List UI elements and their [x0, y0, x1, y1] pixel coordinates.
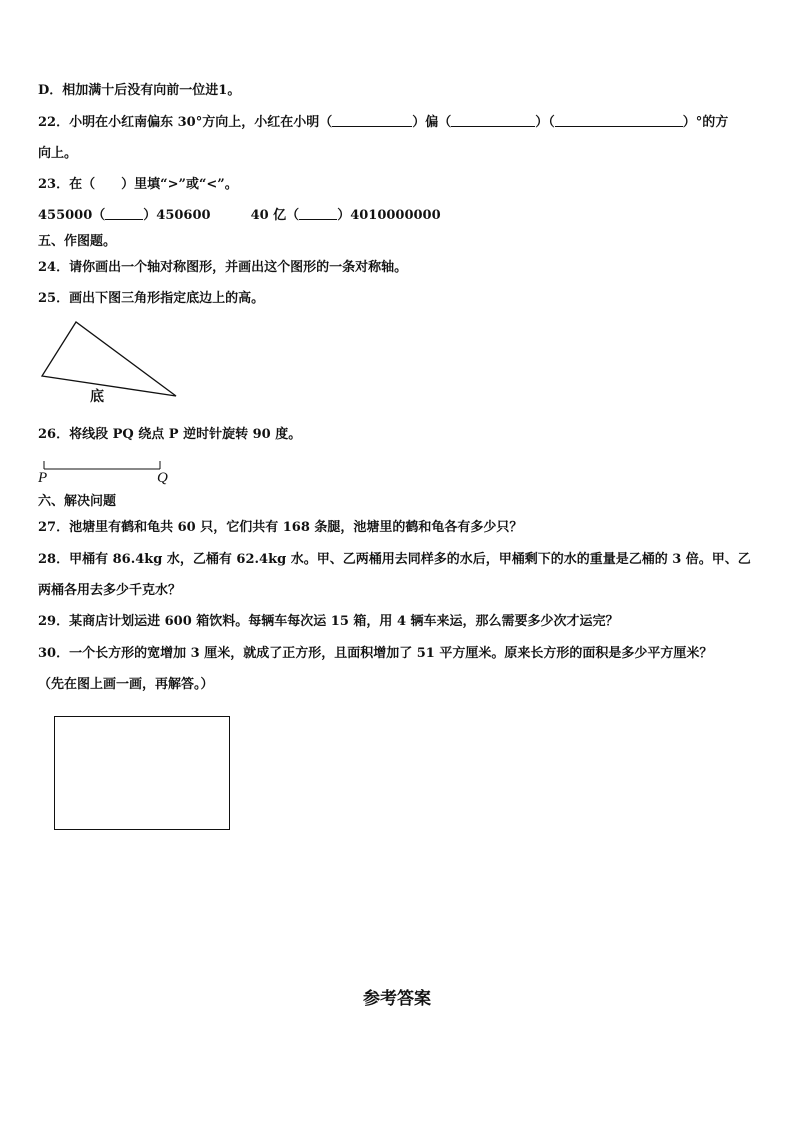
point-q-label: Q — [157, 470, 168, 486]
q23-blank-a[interactable] — [105, 207, 143, 220]
q23-a-left: 455000（ — [38, 208, 106, 223]
answers-heading: 参考答案 — [363, 989, 431, 1009]
rectangle-drawing-area — [54, 716, 230, 830]
question-30-continued: （先在图上画一画，再解答。） — [38, 677, 214, 692]
q22-blank-2[interactable] — [451, 114, 535, 127]
question-22-continued: 向上。 — [38, 146, 78, 161]
question-28-continued: 两桶各用去多少千克水？ — [38, 583, 182, 598]
section-6-heading: 六、解决问题 — [38, 494, 117, 509]
segment-pq-figure — [40, 458, 166, 474]
q23-b-left: 40 亿（ — [250, 208, 300, 223]
section-5-heading: 五、作图题。 — [38, 234, 117, 249]
q22-blank-1[interactable] — [332, 114, 412, 127]
q22-text-4: ）°的方 — [682, 115, 729, 130]
question-26: 26．将线段 PQ 绕点 P 逆时针旋转 90 度。 — [38, 427, 302, 442]
question-27: 27．池塘里有鹤和龟共 60 只，它们共有 168 条腿，池塘里的鹤和龟各有多少只？ — [38, 520, 523, 535]
q22-text-2: ）偏（ — [412, 115, 452, 130]
question-23-items — [38, 207, 441, 225]
q23-blank-b[interactable] — [299, 207, 337, 220]
question-23: 23．在（ ）里填“>”或“<”。 — [38, 177, 238, 192]
question-24: 24．请你画出一个轴对称图形，并画出这个图形的一条对称轴。 — [38, 260, 408, 275]
q22-blank-3[interactable] — [555, 114, 683, 127]
question-22 — [38, 114, 728, 132]
triangle-figure — [38, 318, 188, 406]
triangle-base-label: 底 — [90, 390, 104, 405]
q22-text-3: ）（ — [535, 115, 555, 130]
question-28: 28．甲桶有 86.4kg 水，乙桶有 62.4kg 水。甲、乙两桶用去同样多的水后，甲桶剩下的水的重量是乙桶的 3 倍。甲、乙 — [38, 552, 751, 567]
question-25: 25．画出下图三角形指定底边上的高。 — [38, 291, 265, 306]
point-p-label: P — [38, 470, 48, 486]
triangle-shape — [42, 322, 176, 396]
question-30: 30．一个长方形的宽增加 3 厘米，就成了正方形，且面积增加了 51 平方厘米。原来长方形的面积是多少平方厘米？ — [38, 646, 713, 661]
q23-b-right: ）4010000000 — [337, 208, 441, 223]
q23-a-right: ）450600 — [143, 208, 211, 223]
option-d: D．相加满十后没有向前一位进1。 — [38, 83, 241, 98]
q22-text-1: 22．小明在小红南偏东 30°方向上，小红在小明（ — [38, 115, 333, 130]
question-29: 29．某商店计划运进 600 箱饮料。每辆车每次运 15 箱，用 4 辆车来运，那么需要多少次才运完？ — [38, 614, 619, 629]
